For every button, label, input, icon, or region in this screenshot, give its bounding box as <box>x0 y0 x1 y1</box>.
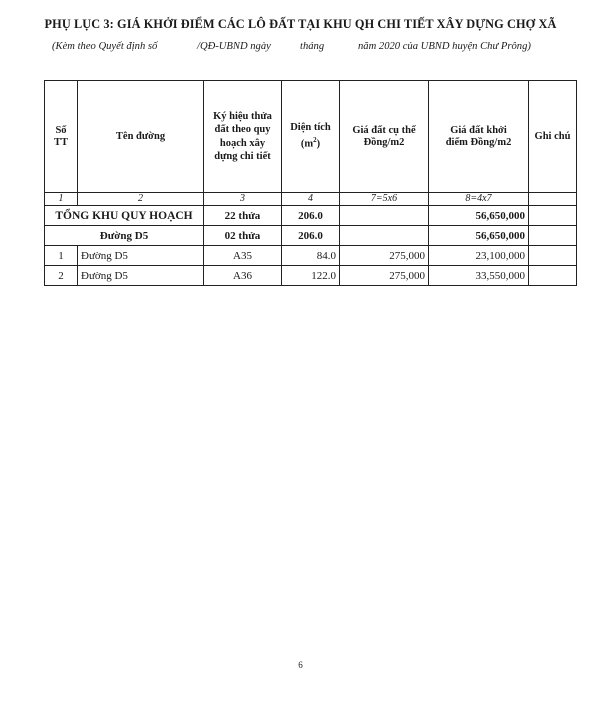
document-title: PHỤ LỤC 3: GIÁ KHỞI ĐIỂM CÁC LÔ ĐẤT TẠI KHU QH CHI TIẾT XÂY DỰNG CHỢ XÃ <box>44 17 557 31</box>
header-area-unit: $(m^2)$ <box>300 136 321 150</box>
group-value: 56,650,000 <box>429 226 529 246</box>
row-notes <box>529 246 577 266</box>
column-number-row <box>45 193 577 206</box>
header-parcel-code: Ký hiệu thửa đất theo quy hoạch xây dựng chi tiết <box>204 81 282 193</box>
total-parcels: 22 thửa <box>204 206 282 226</box>
row-stt: 2 <box>45 266 78 286</box>
row-area: 84.0 <box>282 246 340 266</box>
document-subtitle <box>52 41 531 52</box>
row-road: Đường D5 <box>78 266 204 286</box>
column-number: 3 <box>204 193 282 206</box>
group-area: 206.0 <box>282 226 340 246</box>
column-number: 2 <box>78 193 204 206</box>
row-starting-price: 33,550,000 <box>429 266 529 286</box>
header-area <box>282 81 340 193</box>
header-stt: Số TT <box>45 81 78 193</box>
total-label: TỔNG KHU QUY HOẠCH <box>45 206 204 226</box>
row-road: Đường D5 <box>78 246 204 266</box>
column-number: 7=5x6 <box>340 193 429 206</box>
group-specific-price <box>340 226 429 246</box>
page-number: 6 <box>298 660 303 670</box>
header-specific-price: Giá đất cụ thể Đồng/m2 <box>340 81 429 193</box>
total-area: 206.0 <box>282 206 340 226</box>
row-stt: 1 <box>45 246 78 266</box>
row-area: 122.0 <box>282 266 340 286</box>
land-price-table <box>44 80 577 286</box>
total-specific-price <box>340 206 429 226</box>
header-road-name: Tên đường <box>78 81 204 193</box>
subtitle-decision-code: /QĐ-UBND ngày <box>197 41 271 52</box>
header-starting-price: Giá đất khởi điểm Đồng/m2 <box>429 81 529 193</box>
table-row <box>45 246 577 266</box>
column-number <box>529 193 577 206</box>
row-specific-price: 275,000 <box>340 246 429 266</box>
row-parcel-code: A35 <box>204 246 282 266</box>
table-row <box>45 266 577 286</box>
total-row <box>45 206 577 226</box>
group-row <box>45 226 577 246</box>
group-notes <box>529 226 577 246</box>
column-number: 1 <box>45 193 78 206</box>
subtitle-decision-number: (Kèm theo Quyết định số <box>52 41 158 52</box>
table-header-row <box>45 81 577 193</box>
header-area-label: Diện tích <box>290 122 331 134</box>
row-parcel-code: A36 <box>204 266 282 286</box>
row-notes <box>529 266 577 286</box>
column-number: 4 <box>282 193 340 206</box>
subtitle-year-issuer: năm 2020 của UBND huyện Chư Prông) <box>358 41 531 52</box>
row-starting-price: 23,100,000 <box>429 246 529 266</box>
header-notes: Ghi chú <box>529 81 577 193</box>
group-parcels: 02 thửa <box>204 226 282 246</box>
row-specific-price: 275,000 <box>340 266 429 286</box>
column-number: 8=4x7 <box>429 193 529 206</box>
total-value: 56,650,000 <box>429 206 529 226</box>
group-label: Đường D5 <box>45 226 204 246</box>
subtitle-month: tháng <box>300 41 325 52</box>
total-notes <box>529 206 577 226</box>
